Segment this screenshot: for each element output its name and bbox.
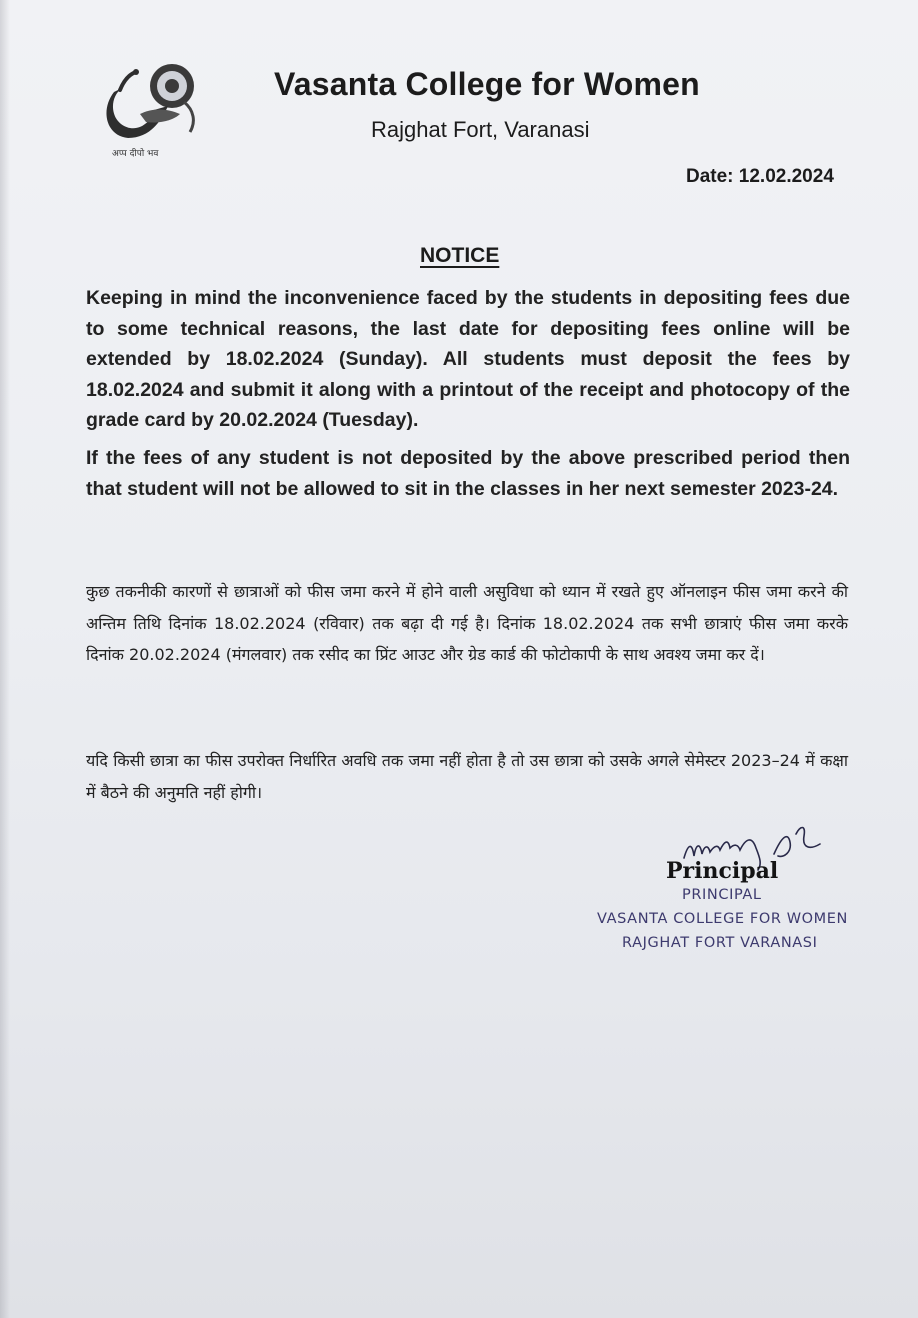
college-logo-icon xyxy=(100,58,210,150)
notice-date: Date: 12.02.2024 xyxy=(686,166,834,187)
signatory-title: Principal xyxy=(666,858,779,884)
hindi-paragraph-2: यदि किसी छात्रा का फीस उपरोक्त निर्धारित अवधि तक जमा नहीं होता है तो उस छात्रा को उसके अगले सेमेस्टर 2023–24 में कक्षा में बैठने की अनुमति नहीं होगी। xyxy=(86,751,848,802)
college-address: Rajghat Fort, Varanasi xyxy=(371,117,590,142)
college-motto: अप्प दीपो भव xyxy=(112,149,159,159)
notice-title: NOTICE xyxy=(420,244,500,267)
stamp-line-college: VASANTA COLLEGE FOR WOMEN xyxy=(597,911,848,927)
college-name: Vasanta College for Women xyxy=(274,66,700,102)
stamp-line-address: RAJGHAT FORT VARANASI xyxy=(622,935,818,951)
hindi-paragraph-1: कुछ तकनीकी कारणों से छात्राओं को फीस जमा करने में होने वाली असुविधा को ध्यान में रखते हुए ऑनलाइन फीस जमा करने की अन्तिम तिथि दिनांक 18.02.2024 (रविवार) तक बढ़ा दी गई है। दिनांक 18.02.2024 तक सभी छात्राएं फीस जमा करके दिनांक 20.02.2024 (मंगलवार) तक रसीद का प्रिंट आउट और ग्रेड कार्ड की फोटोकापी के साथ अवश्य जमा कर दें। xyxy=(86,582,848,664)
stamp-line-principal: PRINCIPAL xyxy=(682,887,762,903)
page-edge-shadow xyxy=(0,0,10,1318)
english-paragraph-1: Keeping in mind the inconvenience faced by the students in depositing fees due to some technical reasons, the last date for depositing fees online will be extended by 18.02.2024 (Sunday). All students must deposit the fees by 18.02.2024 and submit it along with a printout of the receipt and photocopy of the grade card by 20.02.2024 (Tuesday). xyxy=(86,287,850,431)
english-paragraph-2: If the fees of any student is not deposited by the above prescribed period then that student will not be allowed to sit in the classes in her next semester 2023-24. xyxy=(86,447,850,500)
